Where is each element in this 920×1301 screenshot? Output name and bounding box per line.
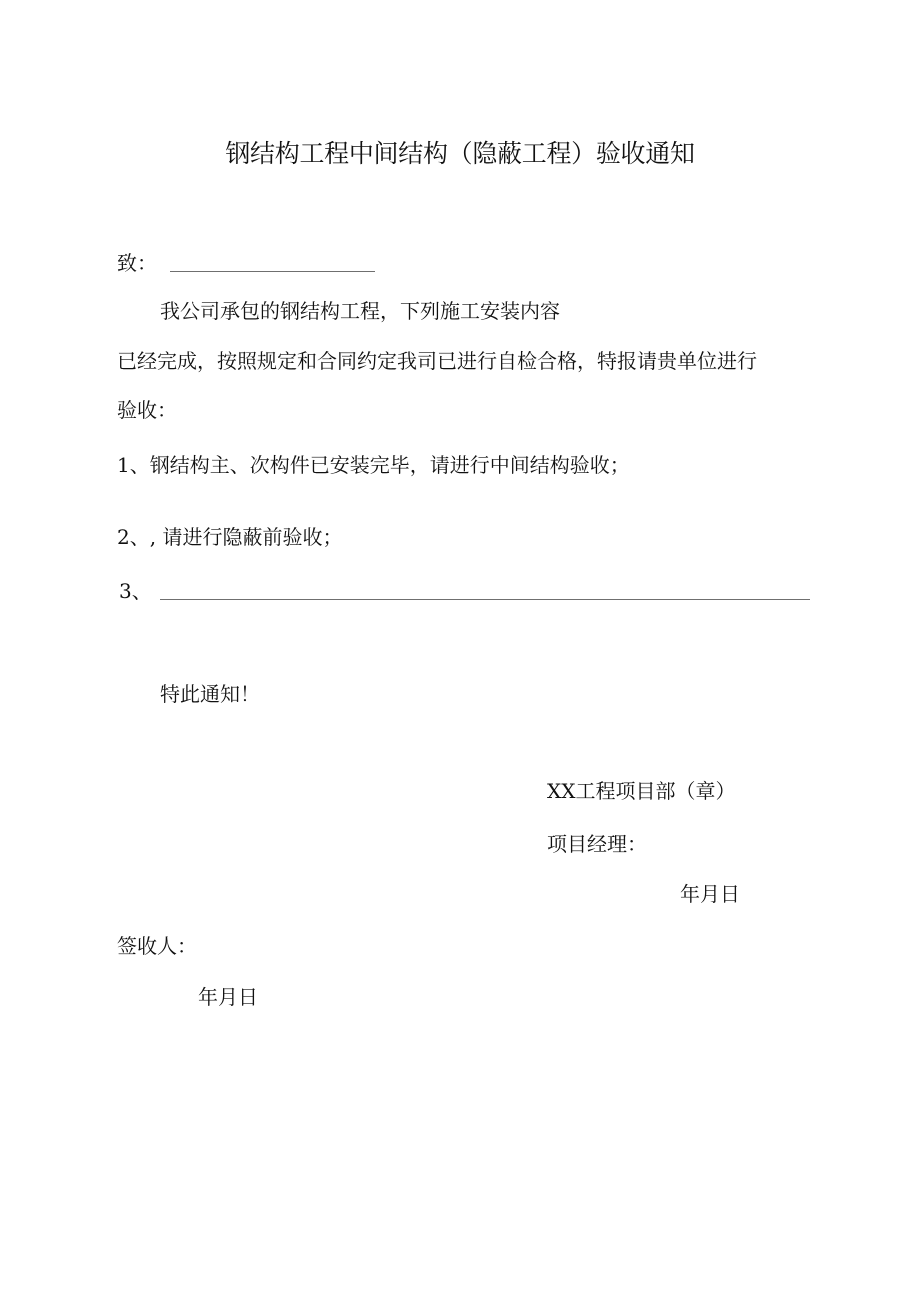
item-3-blank-line bbox=[160, 599, 810, 600]
receiver-date: 年月日 bbox=[198, 985, 258, 1009]
manager-label: 项目经理： bbox=[547, 832, 647, 856]
department-stamp: XX工程项目部（章） bbox=[547, 779, 736, 803]
item-1: 1、钢结构主、次构件已安装完毕，请进行中间结构验收； bbox=[117, 453, 630, 477]
intro-line-3: 验收： bbox=[117, 398, 177, 422]
item-3-label: 3、 bbox=[119, 579, 152, 603]
recipient-blank-line bbox=[170, 271, 375, 272]
item-2: 2、, 请进行隐蔽前验收； bbox=[117, 525, 343, 549]
document-title: 钢结构工程中间结构（隐蔽工程）验收通知 bbox=[225, 139, 695, 168]
intro-line-1: 我公司承包的钢结构工程，下列施工安装内容 bbox=[160, 299, 560, 323]
intro-line-2: 已经完成，按照规定和合同约定我司已进行自检合格，特报请贵单位进行 bbox=[117, 349, 757, 373]
manager-date: 年月日 bbox=[680, 882, 740, 906]
receiver-label: 签收人： bbox=[117, 934, 197, 958]
notice-text: 特此通知！ bbox=[160, 682, 260, 706]
recipient-label: 致： bbox=[117, 251, 157, 275]
